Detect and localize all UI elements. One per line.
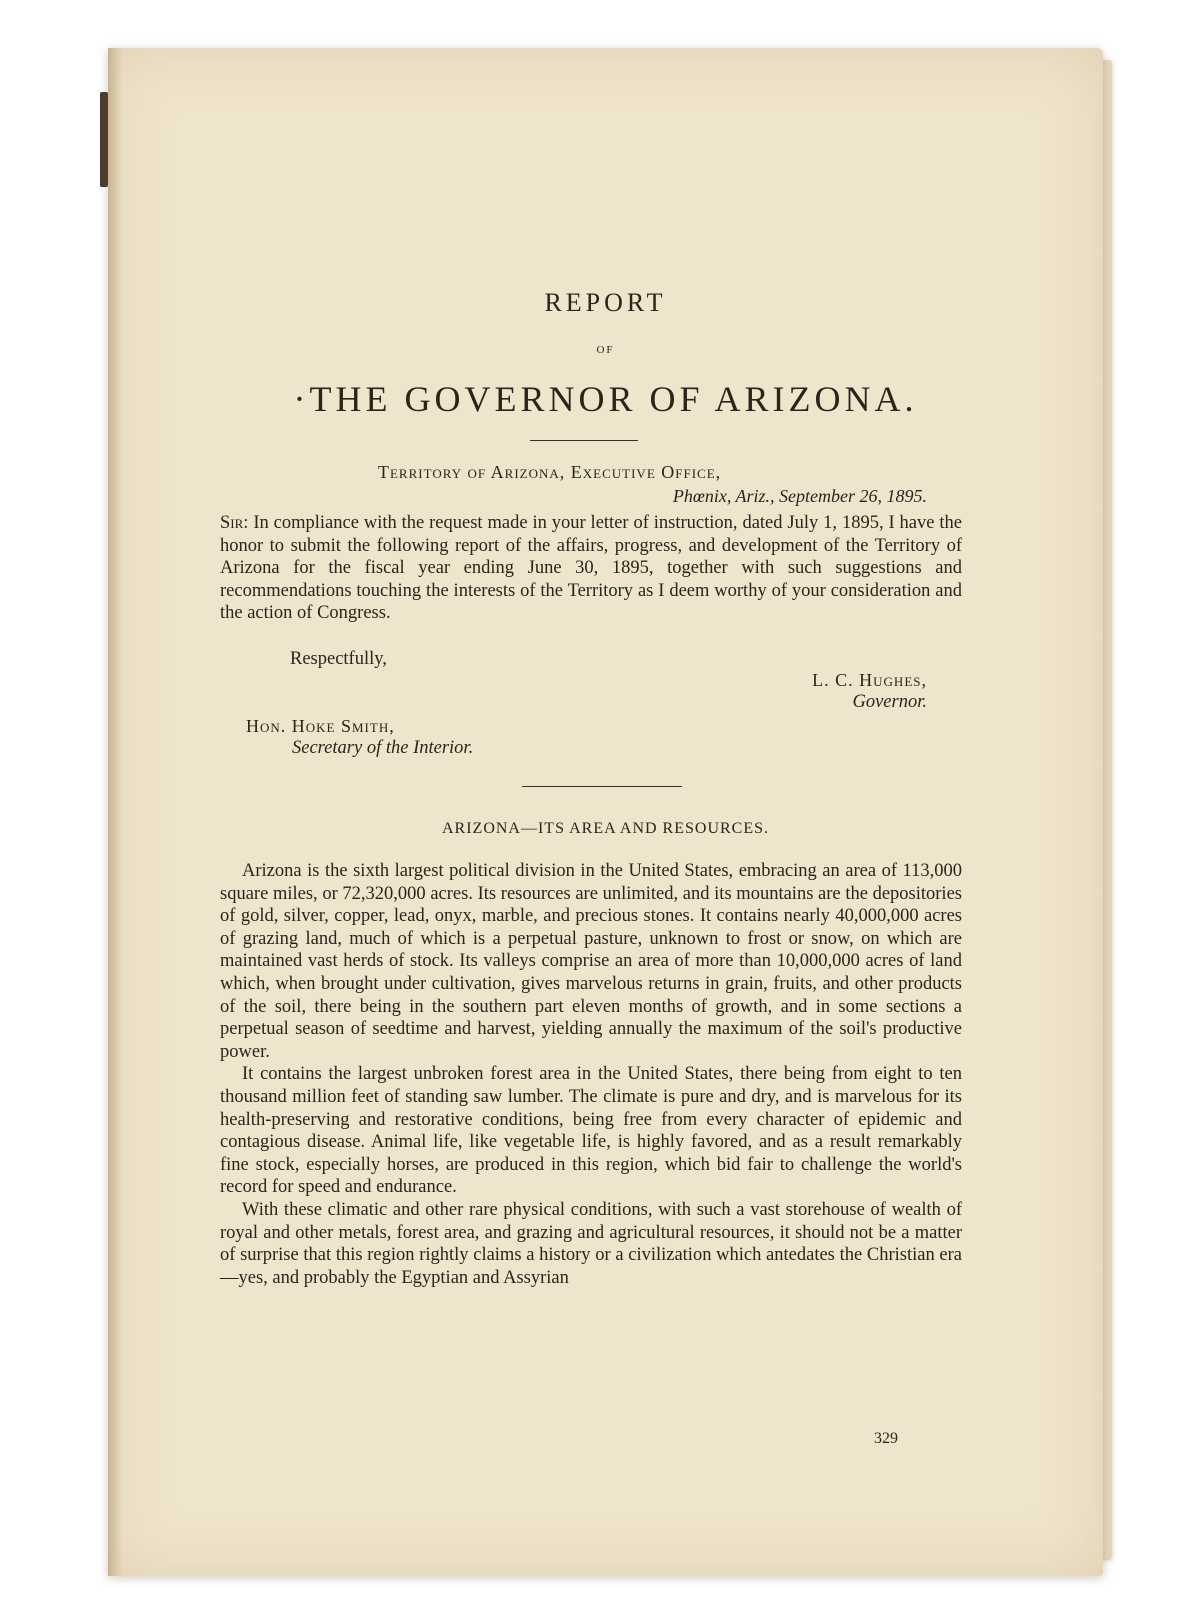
document-title: ·THE GOVERNOR OF ARIZONA. xyxy=(293,379,918,419)
title-divider xyxy=(530,440,638,441)
letter-body xyxy=(220,512,962,625)
of-heading: OF xyxy=(596,344,615,356)
section-divider xyxy=(522,786,682,787)
addressee-name: Hon. Hoke Smith, xyxy=(246,716,395,736)
section-body xyxy=(220,860,962,1289)
dateline-office: Territory of Arizona, Executive Office, xyxy=(378,462,722,482)
document-page xyxy=(108,48,1103,1576)
report-heading: REPORT xyxy=(544,288,667,317)
binding-residue xyxy=(100,92,108,187)
letter-text: : In compliance with the request made in your letter of instruction, dated July 1, 1895, I have the honor to submit the following report of the affairs, progress, and development of the Territory of Arizona for the fiscal year ending June 30, 1895, together with such suggestions and recommendations touching the interests of the Territory as I deem worthy of your consideration and the action of Congress. xyxy=(220,513,962,623)
addressee-title: Secretary of the Interior. xyxy=(292,738,474,758)
page-number: 329 xyxy=(874,1430,898,1447)
signer-title: Governor. xyxy=(852,692,927,712)
page-content xyxy=(108,48,1103,1576)
paragraph: Arizona is the sixth largest political division in the United States, embracing an area of 113,000 square miles, or 72,320,000 acres. Its resources are unlimited, and its mountains are the depositories of gold, silver, copper, lead, onyx, marble, and precious stones. It contains nearly 40,000,000 acres of grazing land, much of which is a perpetual pasture, unknown to frost or snow, on which are maintained vast herds of stock. Its valleys comprise an area of more than 10,000,000 acres of land which, when brought under cultivation, gives marvelous returns in grain, fruits, and other products of the soil, there being in the southern part eleven months of growth, and in some sections a perpetual season of seedtime and harvest, yielding annually the maximum of the soil's productive power. xyxy=(220,861,962,1062)
section-heading: ARIZONA—ITS AREA AND RESOURCES. xyxy=(441,820,770,837)
paragraph: With these climatic and other rare physical conditions, with such a vast storehouse of wealth of royal and other metals, forest area, and grazing and agricultural resources, it should not be a matter of surprise that this region rightly claims a history or a civilization which antedates the Christian era—yes, and probably the Egyptian and Assyrian xyxy=(220,1199,962,1288)
letter-closing: Respectfully, xyxy=(290,649,387,669)
paragraph: It contains the largest unbroken forest area in the United States, there being from eight to ten thousand million feet of standing saw lumber. The climate is pure and dry, and is marvelous for its health-preserving and restorative conditions, being free from every character of epidemic and contagious disease. Animal life, like vegetable life, is highly favored, and as a result remarkably fine stock, especially horses, are produced in this region, which bid fair to challenge the world's record for speed and endurance. xyxy=(220,1064,962,1198)
salutation: Sir xyxy=(220,513,244,533)
dateline-place-date: Phœnix, Ariz., September 26, 1895. xyxy=(672,486,927,506)
signer-name: L. C. Hughes, xyxy=(812,670,927,690)
